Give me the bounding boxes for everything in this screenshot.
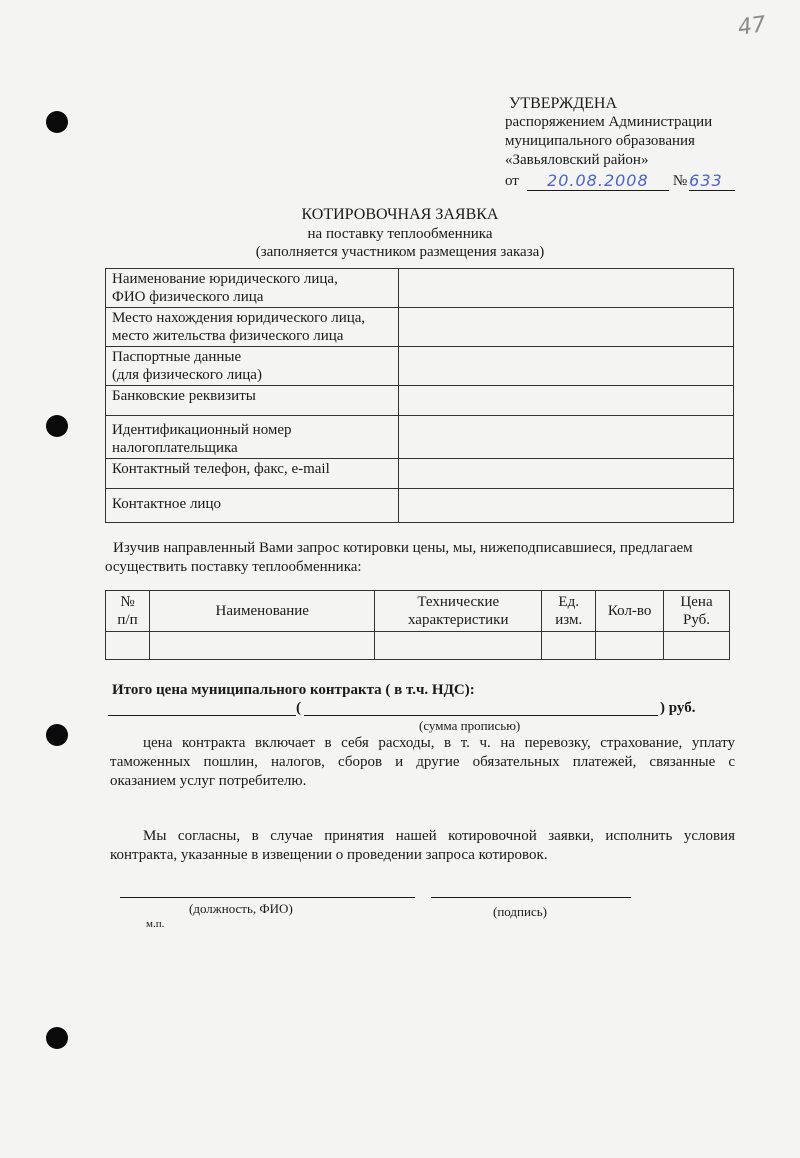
col-header-name: Наименование [150,591,375,632]
document-subtitle: на поставку теплообменника [307,226,493,242]
includes-line-1: цена контракта включает в себя расходы, в т. ч. на перевозку, страхование, уплату [143,735,735,751]
total-amount-field[interactable] [108,699,296,716]
approval-number-value: 633 [689,171,735,191]
paren-close: ) руб. [660,700,696,716]
approval-line-1: распоряжением Администрации [505,114,713,130]
requisite-value-field[interactable] [399,416,734,459]
requisite-label: Идентификационный номер налогоплательщика [106,416,399,459]
includes-line-3: оказанием услуг потребителю. [110,773,307,789]
punch-hole-icon [46,724,68,746]
requisites-table [105,268,734,523]
punch-hole-icon [46,415,68,437]
document-note: (заполняется участником размещения заказа) [255,244,545,260]
sign-label: (подпись) [493,904,547,919]
cell-unit[interactable] [542,632,596,660]
date-prefix: от [505,173,519,189]
col-header-number: № п/п [106,591,150,632]
approval-date-value: 20.08.2008 [527,171,669,191]
approval-heading: УТВЕРЖДЕНА [509,95,618,112]
table-row [106,632,730,660]
requisite-label: Паспортные данные (для физического лица) [106,347,399,386]
table-header-row [106,591,730,632]
includes-line-2: таможенных пошлин, налогов, сборов и другие обязательных платежей, связанные с [110,754,735,770]
requisite-label: Место нахождения юридического лица, место жительства физического лица [106,308,399,347]
requisite-label: Контактный телефон, факс, e-mail [106,459,399,489]
signature-line[interactable] [431,897,631,898]
stamp-label: м.п. [146,918,165,930]
total-amount-line [108,699,708,719]
requisite-value-field[interactable] [399,459,734,489]
requisite-value-field[interactable] [399,347,734,386]
intro-line-2: осуществить поставку теплообменника: [105,559,362,575]
approval-block [505,94,735,191]
cell-name[interactable] [150,632,375,660]
col-header-tech: Технические характеристики [375,591,542,632]
position-signature-line[interactable] [120,897,415,898]
col-header-qty: Кол-во [596,591,664,632]
total-label: Итого цена муниципального контракта ( в т.ч. НДС): [112,682,475,698]
requisite-label: Наименование юридического лица, ФИО физического лица [106,269,399,308]
table-row [106,347,734,386]
approval-date-line [505,171,735,191]
number-prefix: № [672,173,688,189]
col-header-price: Цена Руб. [664,591,730,632]
table-row [106,269,734,308]
punch-hole-icon [46,111,68,133]
cell-price[interactable] [664,632,730,660]
cell-tech[interactable] [375,632,542,660]
cell-qty[interactable] [596,632,664,660]
paren-open: ( [296,700,301,716]
position-label: (должность, ФИО) [189,901,293,916]
requisite-label: Контактное лицо [106,489,399,523]
table-row [106,416,734,459]
cell-number[interactable] [106,632,150,660]
requisite-value-field[interactable] [399,386,734,416]
approval-line-2: муниципального образования [505,133,695,149]
document-title: КОТИРОВОЧНАЯ ЗАЯВКА [301,206,499,223]
intro-line-1: Изучив направленный Вами запрос котировки цены, мы, нижеподписавшиеся, предлагаем [113,540,693,556]
requisite-value-field[interactable] [399,269,734,308]
table-row [106,489,734,523]
total-amount-words-field[interactable] [304,699,658,716]
agreement-line-1: Мы согласны, в случае принятия нашей котировочной заявки, исполнить условия [143,828,735,844]
requisite-label: Банковские реквизиты [106,386,399,416]
approval-line-3: «Завьяловский район» [505,152,649,168]
page-number: 47 [736,12,768,41]
requisite-value-field[interactable] [399,489,734,523]
requisite-value-field[interactable] [399,308,734,347]
table-row [106,386,734,416]
total-hint: (сумма прописью) [419,718,521,733]
punch-hole-icon [46,1027,68,1049]
col-header-unit: Ед. изм. [542,591,596,632]
goods-table [105,590,730,660]
agreement-line-2: контракта, указанные в извещении о проведении запроса котировок. [110,847,548,863]
table-row [106,459,734,489]
table-row [106,308,734,347]
